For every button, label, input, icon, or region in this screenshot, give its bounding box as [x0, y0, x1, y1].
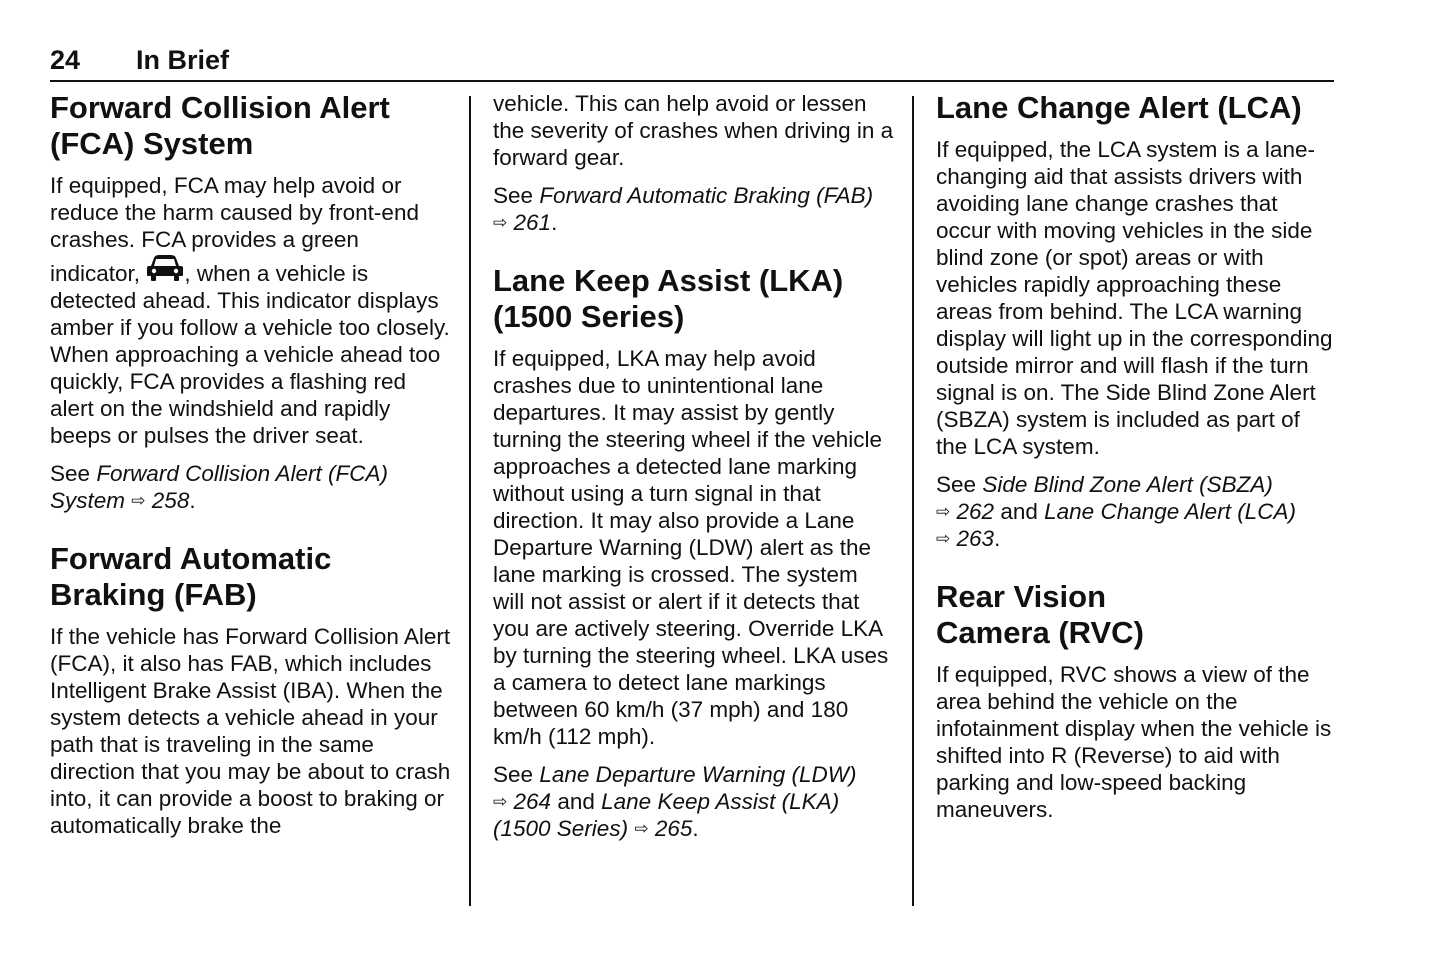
fab-body-continued: vehicle. This can help avoid or lessen the severity of crashes when driving in a forward gear. — [493, 91, 894, 170]
page-reference-arrow-icon: ⇨ — [493, 213, 508, 232]
ldw-ref-page[interactable]: 264 — [513, 789, 552, 814]
fca-ref-page[interactable]: 258 — [151, 488, 190, 513]
and-label: and — [1000, 499, 1038, 524]
fca-body-part2: , when a vehicle is detected ahead. This indicator displays amber if you follow a vehicle too closely. When approaching a vehicle ahead too quickly, FCA provides a flashing red alert on the windshield and rapidly beeps or pulses the driver seat. — [50, 261, 450, 448]
period: . — [189, 488, 196, 513]
fab-body: If the vehicle has Forward Collision Alert (FCA), it also has FAB, which includes Intelligent Brake Assist (IBA). When the system detects a vehicle ahead in your path that is traveling in the same direction that you may be about to crash into, it can provide a boost to braking or automatically brake the — [50, 624, 451, 838]
see-label: See — [493, 762, 534, 787]
fab-heading — [50, 541, 452, 613]
column-divider-1 — [469, 96, 471, 906]
fab-reference — [493, 182, 895, 236]
fca-body-part1: If equipped, FCA may help avoid or reduce the harm caused by front-end crashes. FCA provides a green indicator, — [50, 173, 419, 286]
lca-heading: Lane Change Alert (LCA) — [936, 90, 1302, 125]
page-reference-arrow-icon: ⇨ — [936, 529, 951, 548]
sbza-ref-link[interactable]: Side Blind Zone Alert (SBZA) — [982, 472, 1273, 497]
and-label: and — [557, 789, 595, 814]
sbza-ref-page[interactable]: 262 — [956, 499, 995, 524]
period: . — [692, 816, 699, 841]
fab-ref-page[interactable]: 261 — [513, 210, 552, 235]
lca-ref-link[interactable]: Lane Change Alert (LCA) — [1044, 499, 1296, 524]
lca-reference — [936, 471, 1334, 552]
period: . — [994, 526, 1001, 551]
fab-heading-line1: Forward Automatic — [50, 541, 332, 576]
column-divider-2 — [912, 96, 914, 906]
page-reference-arrow-icon: ⇨ — [493, 792, 508, 811]
fca-body — [50, 172, 452, 449]
lka-heading — [493, 263, 895, 335]
rvc-heading-line1: Rear Vision — [936, 579, 1107, 614]
page-reference-arrow-icon: ⇨ — [131, 491, 146, 510]
lka-reference — [493, 761, 895, 842]
fca-ref-link[interactable]: Forward Collision Alert (FCA) System — [50, 461, 389, 513]
section-title: In Brief — [136, 45, 230, 75]
fca-heading-line1: Forward Collision Alert — [50, 90, 390, 125]
rvc-heading-line2: Camera (RVC) — [936, 615, 1144, 650]
ldw-ref-link[interactable]: Lane Departure Warning (LDW) — [539, 762, 857, 787]
column-3 — [936, 90, 1334, 834]
column-2 — [493, 90, 895, 869]
page-number: 24 — [50, 45, 81, 75]
fca-reference — [50, 460, 452, 514]
lka-ref-link[interactable]: Lane Keep Assist (LKA) (1500 Series) — [493, 789, 840, 841]
vehicle-ahead-indicator-icon — [146, 253, 184, 283]
lca-body: If equipped, the LCA system is a lane-changing aid that assists drivers with avoiding lane change crashes that occur with moving vehicles in the side blind zone (or spot) areas or with vehicles rapidly approaching these areas from behind. The LCA warning display will light up in the corresponding outside mirror and will flash if the turn signal is on. The Side Blind Zone Alert (SBZA) system is included as part of the LCA system. — [936, 137, 1333, 459]
lka-heading-line1: Lane Keep Assist (LKA) — [493, 263, 844, 298]
fca-heading — [50, 90, 452, 162]
fab-ref-link[interactable]: Forward Automatic Braking (FAB) — [539, 183, 874, 208]
see-label: See — [50, 461, 91, 486]
see-label: See — [936, 472, 977, 497]
fab-heading-line2: Braking (FAB) — [50, 577, 257, 612]
lka-ref-page[interactable]: 265 — [654, 816, 693, 841]
page-header — [50, 44, 1334, 82]
page-reference-arrow-icon: ⇨ — [634, 819, 649, 838]
column-1 — [50, 90, 452, 850]
page-reference-arrow-icon: ⇨ — [936, 502, 951, 521]
lka-body: If equipped, LKA may help avoid crashes due to unintentional lane departures. It may assist by gently turning the steering wheel if the vehicle approaches a detected lane marking without using a turn signal in that direction. It may also provide a Lane Departure Warning (LDW) alert as the lane marking is crossed. The system will not assist or alert if it detects that you are actively steering. Override LKA by turning the steering wheel. LKA uses a camera to detect lane markings between 60 km/h (37 mph) and 180 km/h (112 mph). — [493, 346, 889, 749]
lka-heading-line2: (1500 Series) — [493, 299, 685, 334]
rvc-body: If equipped, RVC shows a view of the area behind the vehicle on the infotainment display when the vehicle is shifted into R (Reverse) to aid with parking and low-speed backing maneuvers. — [936, 662, 1332, 822]
fca-heading-line2: (FCA) System — [50, 126, 254, 161]
see-label: See — [493, 183, 534, 208]
lca-ref-page[interactable]: 263 — [956, 526, 995, 551]
period: . — [551, 210, 558, 235]
rvc-heading — [936, 579, 1334, 651]
